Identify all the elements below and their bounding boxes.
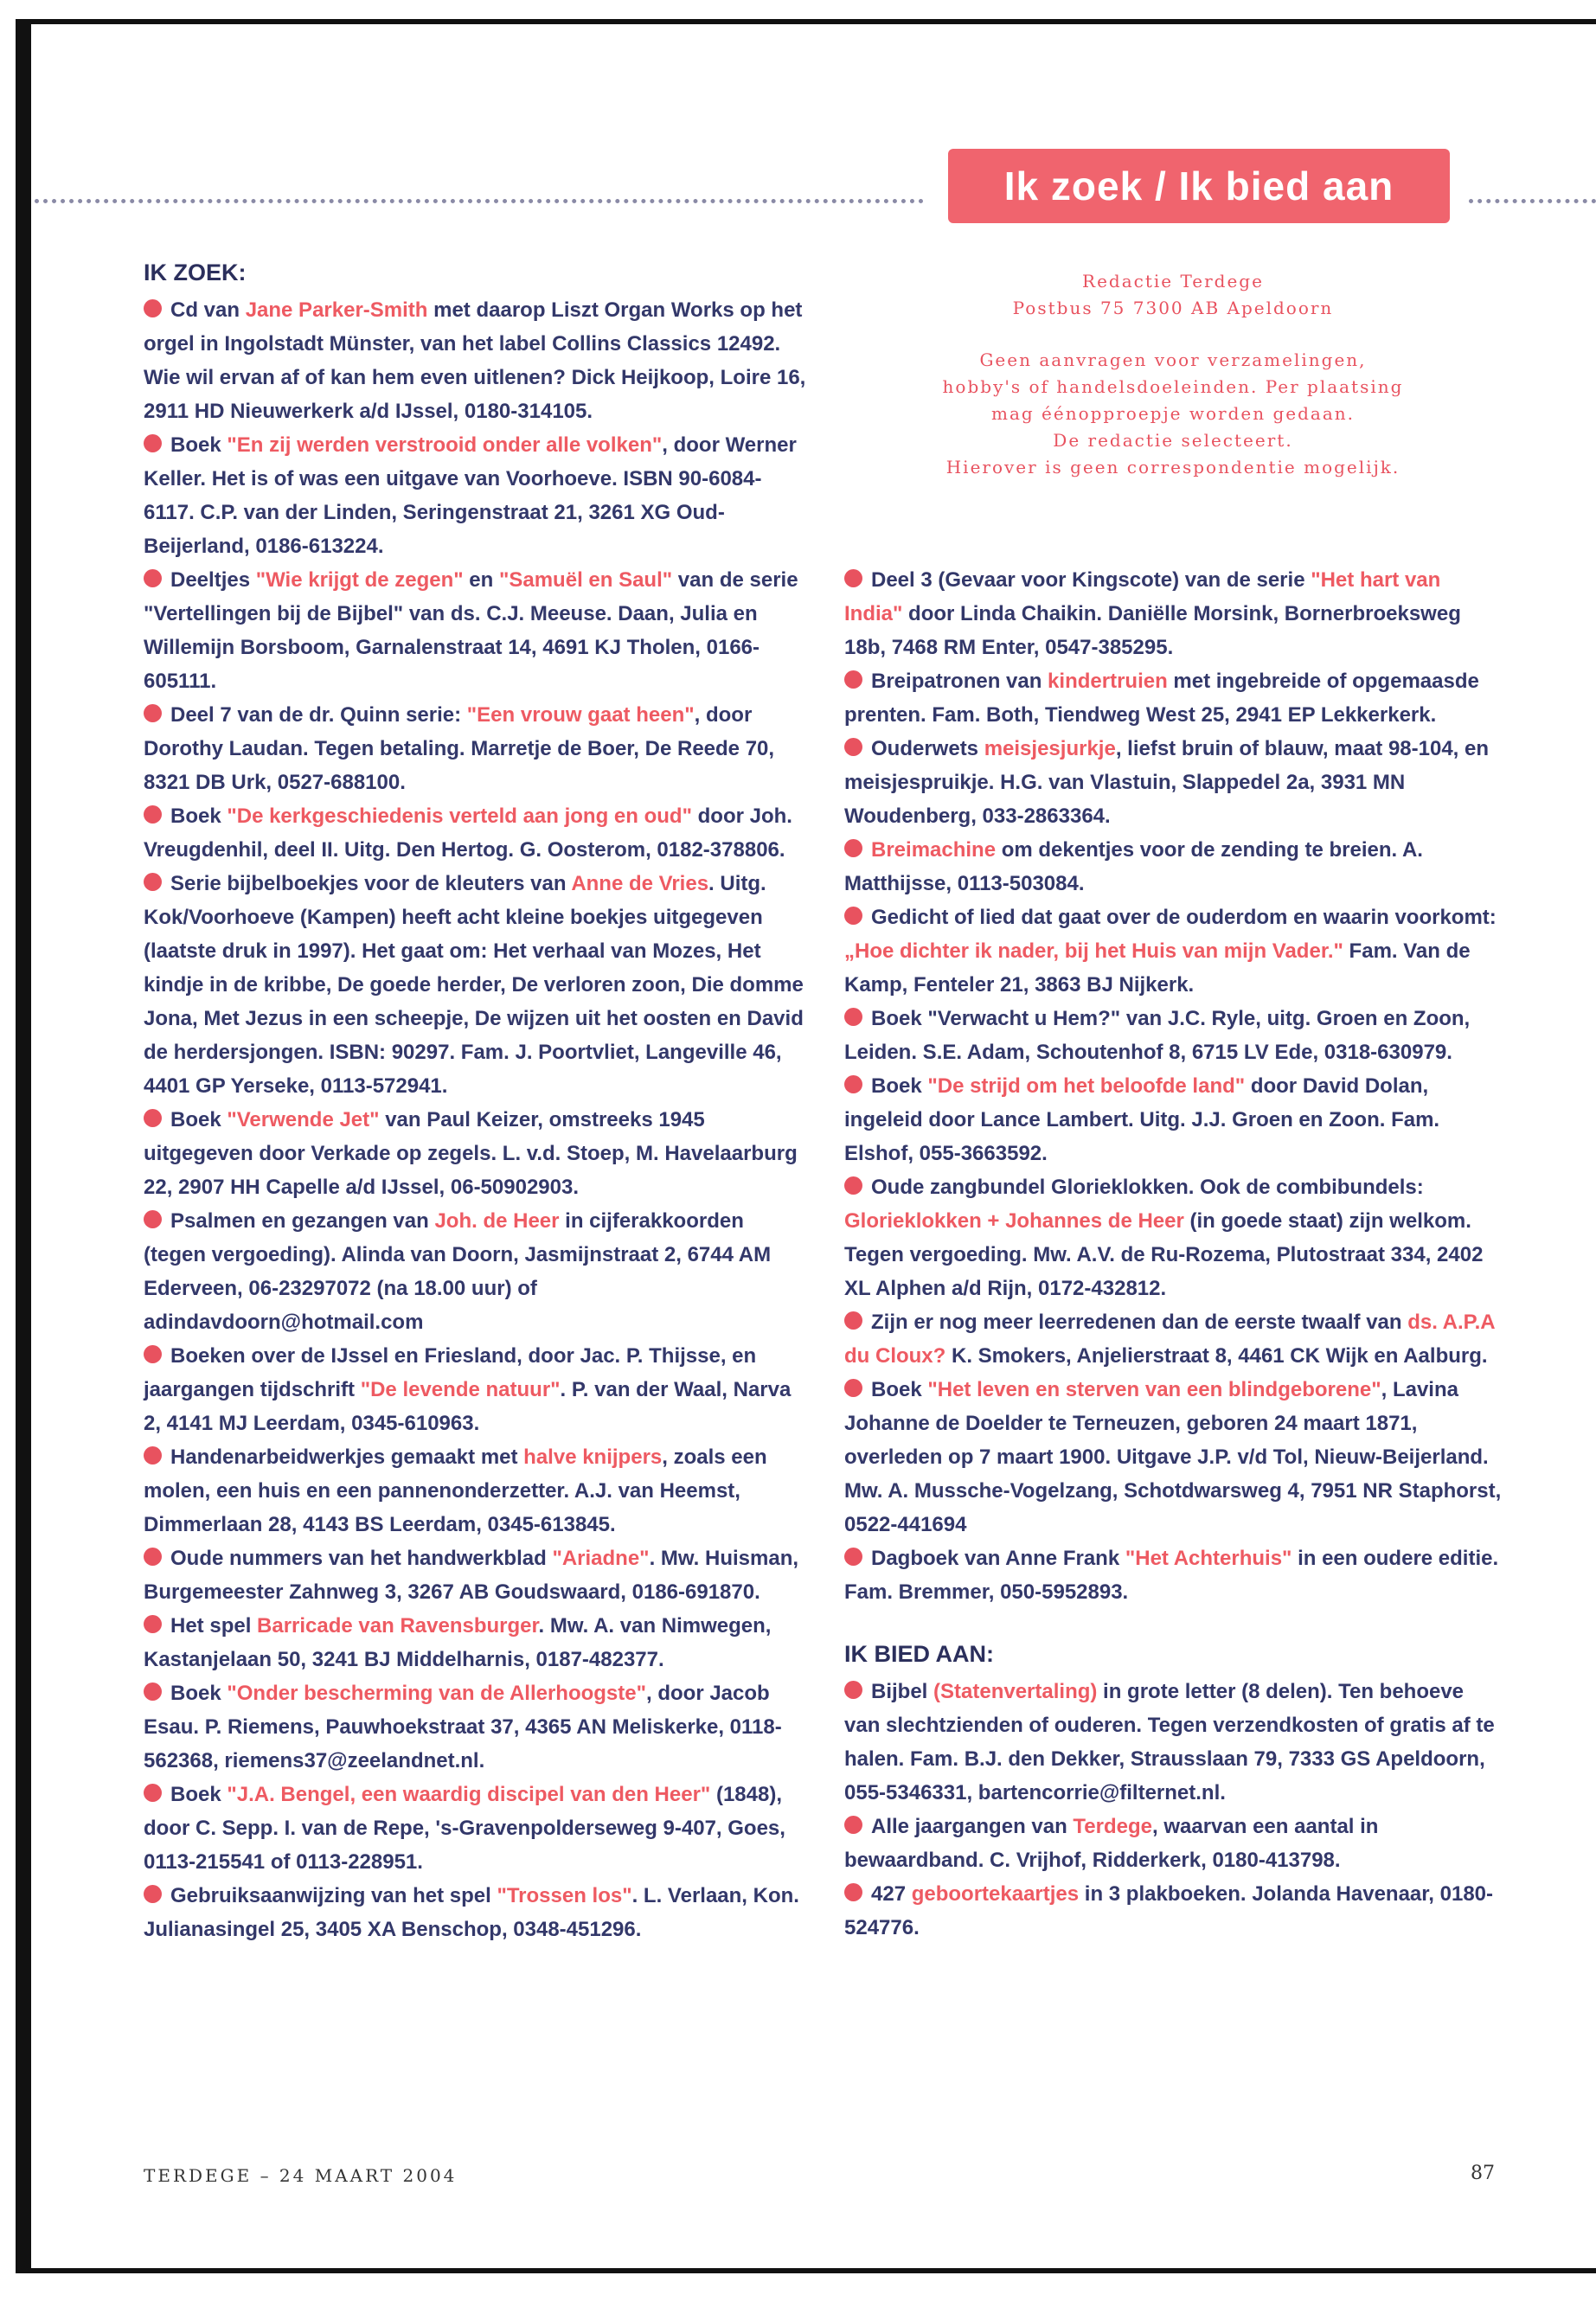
bullet-icon <box>844 1883 862 1901</box>
highlighted-title: halve knijpers <box>523 1445 663 1469</box>
list-item <box>144 1103 810 1204</box>
dotted-rule-right <box>1469 199 1596 203</box>
entry-text: door Linda Chaikin. Daniëlle Morsink, Bornerbroeksweg 18b, 7468 RM Enter, 0547-385295. <box>844 602 1461 659</box>
list-item <box>844 563 1502 664</box>
notice-line: Hierover is geen correspondentie mogelijk. <box>945 457 1401 478</box>
highlighted-title: "Wie krijgt de zegen" <box>255 568 464 592</box>
entry-text: Serie bijbelboekjes voor de kleuters van <box>170 872 572 895</box>
highlighted-title: Glorieklokken + Johannes de Heer <box>844 1209 1184 1233</box>
zoek-heading: IK ZOEK: <box>144 260 247 285</box>
entry-text: . Mw. Huisman, Burgemeester Zahnweg 3, 3267 AB Goudswaard, 0186-691870. <box>144 1547 799 1604</box>
list-item <box>144 1879 810 1946</box>
page-frame-top <box>16 19 1596 24</box>
list-item <box>144 293 810 428</box>
bullet-icon <box>144 704 162 722</box>
bullet-icon <box>144 1784 162 1802</box>
list-item <box>144 1778 810 1879</box>
entry-text: , waarvan een aantal in bewaardband. C. Vrijhof, Ridderkerk, 0180-413798. <box>844 1815 1379 1872</box>
entry-text: , zoals een molen, een huis en een pannenonderzetter. A.J. van Heemst, Dimmerlaan 28, 4143 BS Leerdam, 0345-613845. <box>144 1445 767 1536</box>
highlighted-title: Breimachine <box>871 838 997 862</box>
bied-heading: IK BIED AAN: <box>844 1641 994 1667</box>
list-item <box>144 1541 810 1609</box>
highlighted-title: kindertruien <box>1048 670 1168 693</box>
entry-text: Boek <box>170 1783 228 1806</box>
entry-text: om dekentjes voor de zending te breien. A. Matthijsse, 0113-503084. <box>844 838 1423 895</box>
highlighted-title: meisjesjurkje <box>984 737 1116 760</box>
list-item <box>844 1170 1502 1305</box>
entry-text: met ingebreide of opgemaasde prenten. Fam. Both, Tiendweg West 25, 2941 EP Lekkerkerk. <box>844 670 1479 727</box>
list-item <box>844 1002 1502 1069</box>
highlighted-title: Anne de Vries <box>571 872 709 895</box>
entry-text: , Lavina Johanne de Doelder te Terneuzen, geboren 24 maart 1871, overleden op 7 maart 1900. Uitgave J.P. v/d Tol, Nieuw-Beijerland. Mw. A. Mussche-Vogelzang, Schotdwarsweg 4, 7951 NR Staphorst, 0522-441694 <box>844 1378 1502 1536</box>
list-item <box>844 664 1502 732</box>
entry-text: door Joh. Vreugdenhil, deel II. Uitg. Den Hertog. G. Oosterom, 0182-378806. <box>144 804 792 862</box>
highlighted-title: geboortekaartjes <box>911 1882 1080 1906</box>
entry-text: Het spel <box>170 1614 258 1638</box>
entry-text: Boek <box>170 804 228 828</box>
list-item <box>844 1069 1502 1170</box>
list-item <box>144 1440 810 1541</box>
bullet-icon <box>144 569 162 587</box>
entry-text: , door Jacob Esau. P. Riemens, Pauwhoekstraat 37, 4365 AN Meliskerke, 0118-562368, riemens37@zeelandnet.nl. <box>144 1682 782 1772</box>
bullet-icon <box>844 839 862 857</box>
entry-text: Deeltjes <box>170 568 256 592</box>
bullet-icon <box>144 873 162 891</box>
highlighted-title: Jane Parker-Smith <box>245 298 428 322</box>
list-item <box>144 1609 810 1676</box>
entry-text: Ouderwets <box>871 737 984 760</box>
bied-list <box>844 1675 1502 1945</box>
entry-text: . P. van der Waal, Narva 2, 4141 MJ Leerdam, 0345-610963. <box>144 1378 792 1435</box>
highlighted-title: "Een vrouw gaat heen" <box>466 703 695 727</box>
entry-text: in grote letter (8 delen). Ten behoeve van slechtzienden of ouderen. Tegen verzendkosten of gratis af te halen. Fam. B.J. den Dekker, Strausslaan 79, 7333 GS Apeldoorn, 055-5346331, bartencorrie@filternet.nl. <box>844 1680 1495 1804</box>
notice-line: De redactie selecteert. <box>1053 430 1293 451</box>
entry-text: (1848), door C. Sepp. I. van de Repe, 's-Gravenpolderseweg 9-407, Goes, 0113-215541 of 0113-228951. <box>144 1783 785 1874</box>
entry-text: (in goede staat) zijn welkom. Tegen vergoeding. Mw. A.V. de Ru-Rozema, Plutostraat 334, 2402 XL Alphen a/d Rijn, 0172-432812. <box>844 1209 1484 1300</box>
section-title: Ik zoek / Ik bied aan <box>948 149 1450 223</box>
bullet-icon <box>144 1345 162 1363</box>
highlighted-title: Barricade van Ravensburger <box>257 1614 539 1638</box>
bullet-icon <box>844 670 862 689</box>
list-item <box>144 867 810 1103</box>
entry-text: 427 <box>871 1882 912 1906</box>
entry-text: Oude nummers van het handwerkblad <box>170 1547 553 1570</box>
entry-text: Deel 7 van de dr. Quinn serie: <box>170 703 467 727</box>
entry-text: Breipatronen van <box>871 670 1048 693</box>
bullet-icon <box>844 1311 862 1330</box>
list-item <box>844 1877 1502 1945</box>
entry-text: . Uitg. Kok/Voorhoeve (Kampen) heeft acht kleine boekjes uitgegeven (laatste druk in 1997). Het gaat om: Het verhaal van Mozes, Het kindje in de kribbe, De goede herder, De verloren zoon, Die domme Jona, Met Jezus in een scheepje, De wijzen uit het oosten en David de herdersjongen. ISBN: 90297. Fam. J. Poortvliet, Langeville 46, 4401 GP Yerseke, 0113-572941. <box>144 872 804 1098</box>
entry-text: , door Werner Keller. Het is of was een uitgave van Voorhoeve. ISBN 90-6084-6117. C.P. van der Linden, Seringenstraat 21, 3261 XG Oud-Beijerland, 0186-613224. <box>144 433 797 558</box>
bullet-icon <box>844 1008 862 1026</box>
entry-text: . Mw. A. van Nimwegen, Kastanjelaan 50, 3241 BJ Middelharnis, 0187-482377. <box>144 1614 772 1671</box>
bullet-icon <box>144 805 162 824</box>
notice-address <box>844 268 1502 322</box>
bullet-icon <box>144 1210 162 1228</box>
highlighted-title: Joh. de Heer <box>434 1209 560 1233</box>
highlighted-title: "Samuël en Saul" <box>498 568 673 592</box>
page-frame-bottom <box>16 2268 1596 2273</box>
entry-text: Zijn er nog meer leerredenen dan de eerste twaalf van <box>871 1311 1408 1334</box>
entry-text: Alle jaargangen van <box>871 1815 1074 1838</box>
bullet-icon <box>844 1176 862 1195</box>
list-item <box>144 1204 810 1339</box>
bullet-icon <box>844 738 862 756</box>
bullet-icon <box>844 1075 862 1093</box>
notice-line: Postbus 75 7300 AB Apeldoorn <box>1012 298 1334 318</box>
highlighted-title: "De levende natuur" <box>360 1378 561 1401</box>
highlighted-title: "Het Achterhuis" <box>1125 1547 1292 1570</box>
bullet-icon <box>844 569 862 587</box>
highlighted-title: "De strijd om het beloofde land" <box>927 1074 1246 1098</box>
highlighted-title: „Hoe dichter ik nader, bij het Huis van mijn Vader." <box>844 939 1343 963</box>
bullet-icon <box>144 1109 162 1127</box>
entry-text: , door Dorothy Laudan. Tegen betaling. Marretje de Boer, De Reede 70, 8321 DB Urk, 0527-688100. <box>144 703 775 794</box>
entry-text: Cd van <box>170 298 246 322</box>
highlighted-title: "Het hart van India" <box>844 568 1441 625</box>
entry-text: met daarop Liszt Organ Works op het orgel in Ingolstadt Münster, van het label Collins Classics 12492. Wie wil ervan af of kan hem even uitlenen? Dick Heijkoop, Loire 16, 2911 HD Nieuwerkerk a/d IJssel, 0180-314105. <box>144 298 806 423</box>
zoek-list-continued <box>844 563 1502 1609</box>
entry-text: Deel 3 (Gevaar voor Kingscote) van de serie <box>871 568 1311 592</box>
list-item <box>844 901 1502 1002</box>
bullet-icon <box>144 1446 162 1465</box>
bullet-icon <box>144 1615 162 1633</box>
section-header <box>35 147 1596 225</box>
entry-text: . L. Verlaan, Kon. Julianasingel 25, 3405 XA Benschop, 0348-451296. <box>144 1884 799 1941</box>
list-item <box>144 698 810 799</box>
page-number: 87 <box>1471 2163 1495 2184</box>
entry-text: Psalmen en gezangen van <box>170 1209 435 1233</box>
notice-line: mag éénopproepje worden gedaan. <box>990 403 1355 424</box>
page-frame-left <box>16 19 31 2272</box>
bullet-icon <box>144 434 162 452</box>
dotted-rule-left <box>35 199 924 203</box>
highlighted-title: "Verwende Jet" <box>227 1108 380 1131</box>
entry-text: en <box>463 568 499 592</box>
entry-text: Dagboek van Anne Frank <box>871 1547 1125 1570</box>
list-item <box>844 732 1502 833</box>
highlighted-title: "En zij werden verstrooid onder alle volken" <box>227 433 663 457</box>
entry-text: Bijbel <box>871 1680 934 1703</box>
list-item <box>844 1373 1502 1541</box>
list-item <box>844 1541 1502 1609</box>
highlighted-title: (Statenvertaling) <box>933 1680 1098 1703</box>
right-column <box>844 260 1502 1945</box>
notice-line: Geen aanvragen voor verzamelingen, <box>979 349 1367 370</box>
entry-text: Oude zangbundel Glorieklokken. Ook de combibundels: <box>871 1176 1424 1199</box>
bullet-icon <box>144 299 162 317</box>
bullet-icon <box>144 1682 162 1701</box>
zoek-list <box>144 293 810 1946</box>
list-item <box>844 1810 1502 1877</box>
bullet-icon <box>144 1885 162 1903</box>
highlighted-title: "Het leven en sterven van een blindgeborene" <box>927 1378 1381 1401</box>
highlighted-title: "Ariadne" <box>552 1547 650 1570</box>
list-item <box>844 833 1502 901</box>
highlighted-title: Terdege <box>1073 1815 1153 1838</box>
list-item <box>144 428 810 563</box>
bullet-icon <box>844 1548 862 1566</box>
entry-text: Boek <box>871 1074 928 1098</box>
entry-text: door David Dolan, ingeleid door Lance Lambert. Uitg. J.J. Groen en Zoon. Fam. Elshof, 055-3663592. <box>844 1074 1440 1165</box>
entry-text: K. Smokers, Anjelierstraat 8, 4461 CK Wijk en Aalburg. <box>945 1344 1488 1368</box>
entry-text: Gedicht of lied dat gaat over de ouderdom en waarin voorkomt: <box>871 906 1497 929</box>
entry-text: Handenarbeidwerkjes gemaakt met <box>170 1445 524 1469</box>
highlighted-title: "De kerkgeschiedenis verteld aan jong en oud" <box>227 804 692 828</box>
bullet-icon <box>844 907 862 925</box>
list-item <box>844 1305 1502 1373</box>
list-item <box>144 563 810 698</box>
highlighted-title: "Trossen los" <box>497 1884 632 1907</box>
entry-text: Boek <box>170 1108 228 1131</box>
list-item <box>144 1676 810 1778</box>
entry-text: Gebruiksaanwijzing van het spel <box>170 1884 497 1907</box>
highlighted-title: "Onder bescherming van de Allerhoogste" <box>227 1682 646 1705</box>
entry-text: Boek <box>170 1682 228 1705</box>
entry-text: Boek <box>871 1378 928 1401</box>
entry-text: , liefst bruin of blauw, maat 98-104, en meisjespruikje. H.G. van Vlastuin, Slappedel 2a, 3931 MN Woudenberg, 033-2863364. <box>844 737 1490 828</box>
entry-text: van Paul Keizer, omstreeks 1945 uitgegeven door Verkade op zegels. L. v.d. Stoep, M. Havelaarburg 22, 2907 HH Capelle a/d IJssel, 06-50902903. <box>144 1108 798 1199</box>
bullet-icon <box>844 1816 862 1834</box>
highlighted-title: ds. A.P.A du Cloux? <box>844 1311 1495 1368</box>
entry-text: Fam. Van de Kamp, Fenteler 21, 3863 BJ Nijkerk. <box>844 939 1471 997</box>
footer-issue: TERDEGE – 24 MAART 2004 <box>144 2165 458 2186</box>
left-column <box>144 260 810 1946</box>
notice-line: hobby's of handelsdoeleinden. Per plaatsing <box>942 376 1404 397</box>
bullet-icon <box>844 1379 862 1397</box>
entry-text: Boek "Verwacht u Hem?" van J.C. Ryle, uitg. Groen en Zoon, Leiden. S.E. Adam, Schoutenhof 8, 6715 LV Ede, 0318-630979. <box>844 1007 1471 1064</box>
entry-text: in 3 plakboeken. Jolanda Havenaar, 0180-524776. <box>844 1882 1494 1939</box>
bullet-icon <box>844 1681 862 1699</box>
list-item <box>844 1675 1502 1810</box>
entry-text: van de serie "Vertellingen bij de Bijbel" van ds. C.J. Meeuse. Daan, Julia en Willemijn Borsboom, Garnalenstraat 14, 4691 KJ Tholen, 0166-605111. <box>144 568 798 693</box>
entry-text: in cijferakkoorden (tegen vergoeding). Alinda van Doorn, Jasmijnstraat 2, 6744 AM Ederveen, 06-23297072 (na 18.00 uur) of adindavdoorn@hotmail.com <box>144 1209 772 1334</box>
entry-text: Boeken over de IJssel en Friesland, door Jac. P. Thijsse, en jaargangen tijdschrift <box>144 1344 757 1401</box>
bullet-icon <box>144 1548 162 1566</box>
highlighted-title: "J.A. Bengel, een waardig discipel van den Heer" <box>227 1783 711 1806</box>
entry-text: Boek <box>170 433 228 457</box>
notice-line: Redactie Terdege <box>1082 271 1264 292</box>
list-item <box>144 799 810 867</box>
notice-rules <box>844 347 1502 481</box>
entry-text: in een oudere editie. Fam. Bremmer, 050-5952893. <box>844 1547 1499 1604</box>
list-item <box>144 1339 810 1440</box>
